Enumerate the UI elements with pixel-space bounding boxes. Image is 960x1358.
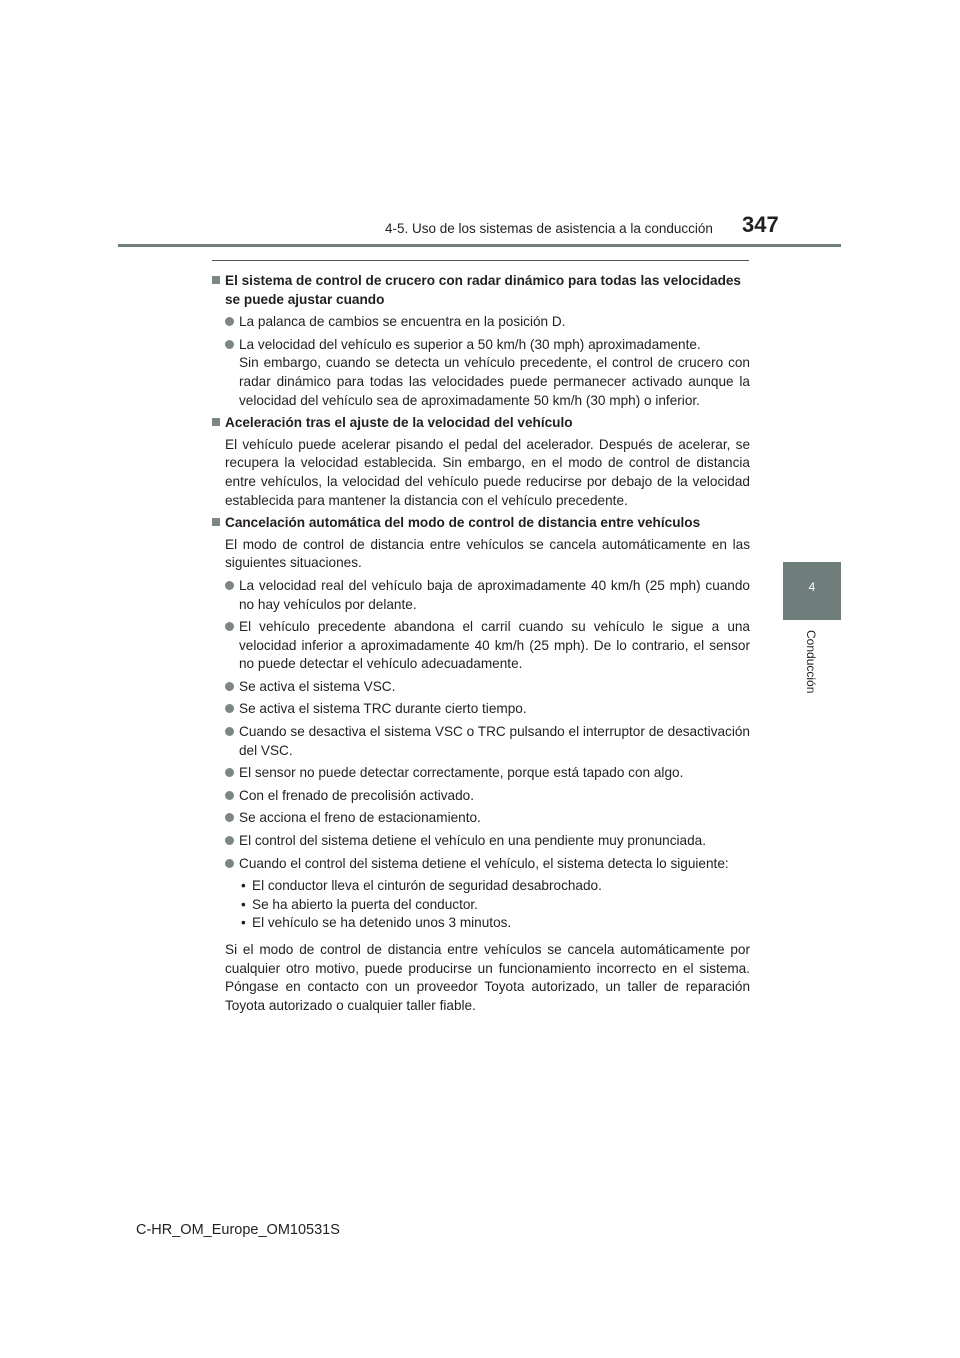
round-bullet-icon — [225, 622, 234, 631]
round-bullet-icon — [225, 340, 234, 349]
section-heading-text: Cancelación automática del modo de control de distancia entre vehículos — [225, 515, 701, 531]
list-item-text: La velocidad real del vehículo baja de aproximadamente 40 km/h (25 mph) cuando no hay vehículos por delante. — [239, 577, 750, 612]
round-bullet-icon — [225, 317, 234, 326]
square-bullet-icon — [212, 418, 220, 426]
square-bullet-icon — [212, 276, 220, 284]
list-item — [212, 787, 750, 806]
list-item-text: Cuando el control del sistema detiene el vehículo, el sistema detecta lo siguiente: — [239, 855, 729, 871]
dot-marker-icon: • — [241, 878, 246, 894]
list-item-text: Se activa el sistema VSC. — [239, 678, 396, 694]
paragraph: Si el modo de control de distancia entre vehículos se cancela automáticamente por cualquier otro motivo, puede producirse un funcionamiento incorrecto en el sistema. Póngase en contacto con un proveedor Toyota autorizado, un taller de reparación Toyota autorizado o cualquier taller fiable. — [225, 942, 750, 1013]
document-id: C-HR_OM_Europe_OM10531S — [136, 1222, 340, 1238]
list-item — [212, 678, 750, 697]
list-item — [212, 618, 750, 674]
list-item-text: El control del sistema detiene el vehículo en una pendiente muy pronunciada. — [239, 833, 707, 849]
round-bullet-icon — [225, 791, 234, 800]
sub-list-item-text: El conductor lleva el cinturón de seguridad desabrochado. — [252, 878, 602, 894]
paragraph: El modo de control de distancia entre vehículos se cancela automáticamente en las siguientes situaciones. — [225, 536, 750, 571]
list-item-continuation: Sin embargo, cuando se detecta un vehículo precedente, el control de crucero con radar dinámico para todas las velocidades puede permanecer activado aunque la velocidad del vehículo sea de aproximadamente 50 km/h (30 mph) o inferior. — [239, 355, 750, 408]
list-item-text: Con el frenado de precolisión activado. — [239, 787, 475, 803]
sub-list-item-text: Se ha abierto la puerta del conductor. — [252, 896, 478, 912]
list-item — [212, 832, 750, 851]
list-item — [212, 313, 750, 332]
list-item-text: La palanca de cambios se encuentra en la posición D. — [239, 314, 566, 330]
section-heading-text: El sistema de control de crucero con radar dinámico para todas las velocidades se puede ajustar cuando — [225, 273, 741, 307]
page-number: 347 — [742, 212, 779, 237]
round-bullet-icon — [225, 727, 234, 736]
section-heading — [212, 272, 750, 309]
square-bullet-icon — [212, 518, 220, 526]
dot-marker-icon: • — [241, 896, 246, 912]
round-bullet-icon — [225, 682, 234, 691]
page-content — [212, 268, 750, 1015]
section-heading — [212, 414, 750, 433]
chapter-tab — [783, 562, 841, 620]
section-heading-text: Aceleración tras el ajuste de la velocidad del vehículo — [225, 415, 573, 431]
dot-marker-icon: • — [241, 915, 246, 931]
list-item-text: Se acciona el freno de estacionamiento. — [239, 810, 481, 826]
header-divider — [118, 244, 841, 247]
list-item — [212, 577, 750, 614]
round-bullet-icon — [225, 836, 234, 845]
sub-list-item — [241, 896, 750, 915]
list-item-text: Cuando se desactiva el sistema VSC o TRC pulsando el interruptor de desactivación del VSC. — [239, 724, 750, 758]
sub-list-item — [241, 877, 750, 896]
list-item — [212, 336, 750, 410]
round-bullet-icon — [225, 768, 234, 777]
section-heading — [212, 514, 750, 533]
list-item-text: El vehículo precedente abandona el carril cuando su vehículo le sigue a una velocidad inferior a aproximadamente 40 km/h (25 mph). De lo contrario, el sensor no puede detectar el vehículo adecuadamente. — [239, 619, 750, 672]
content-divider — [212, 260, 749, 261]
chapter-number: 4 — [808, 580, 816, 594]
round-bullet-icon — [225, 581, 234, 590]
list-item-text: La velocidad del vehículo es superior a 50 km/h (30 mph) aproximadamente. — [239, 336, 701, 352]
paragraph: El vehículo puede acelerar pisando el pedal del acelerador. Después de acelerar, se recupera la velocidad establecida. Sin embargo, en el modo de control de distancia entre vehículos, la velocidad del vehículo puede reducirse por debajo de la velocidad establecida para mantener la distancia con el vehículo precedente. — [225, 436, 750, 508]
list-item — [212, 809, 750, 828]
list-item — [212, 700, 750, 719]
chapter-label: Conducción — [804, 630, 818, 694]
round-bullet-icon — [225, 859, 234, 868]
header-section-title: 4-5. Uso de los sistemas de asistencia a la conducción — [385, 221, 713, 236]
sub-list-item-text: El vehículo se ha detenido unos 3 minutos. — [252, 915, 512, 931]
sub-list-item — [241, 914, 750, 933]
round-bullet-icon — [225, 704, 234, 713]
list-item — [212, 723, 750, 760]
list-item-text: Se activa el sistema TRC durante cierto tiempo. — [239, 701, 527, 717]
list-item — [212, 764, 750, 783]
list-item — [212, 855, 750, 874]
list-item-text: El sensor no puede detectar correctamente, porque está tapado con algo. — [239, 765, 684, 781]
round-bullet-icon — [225, 813, 234, 822]
sub-list — [212, 877, 750, 933]
